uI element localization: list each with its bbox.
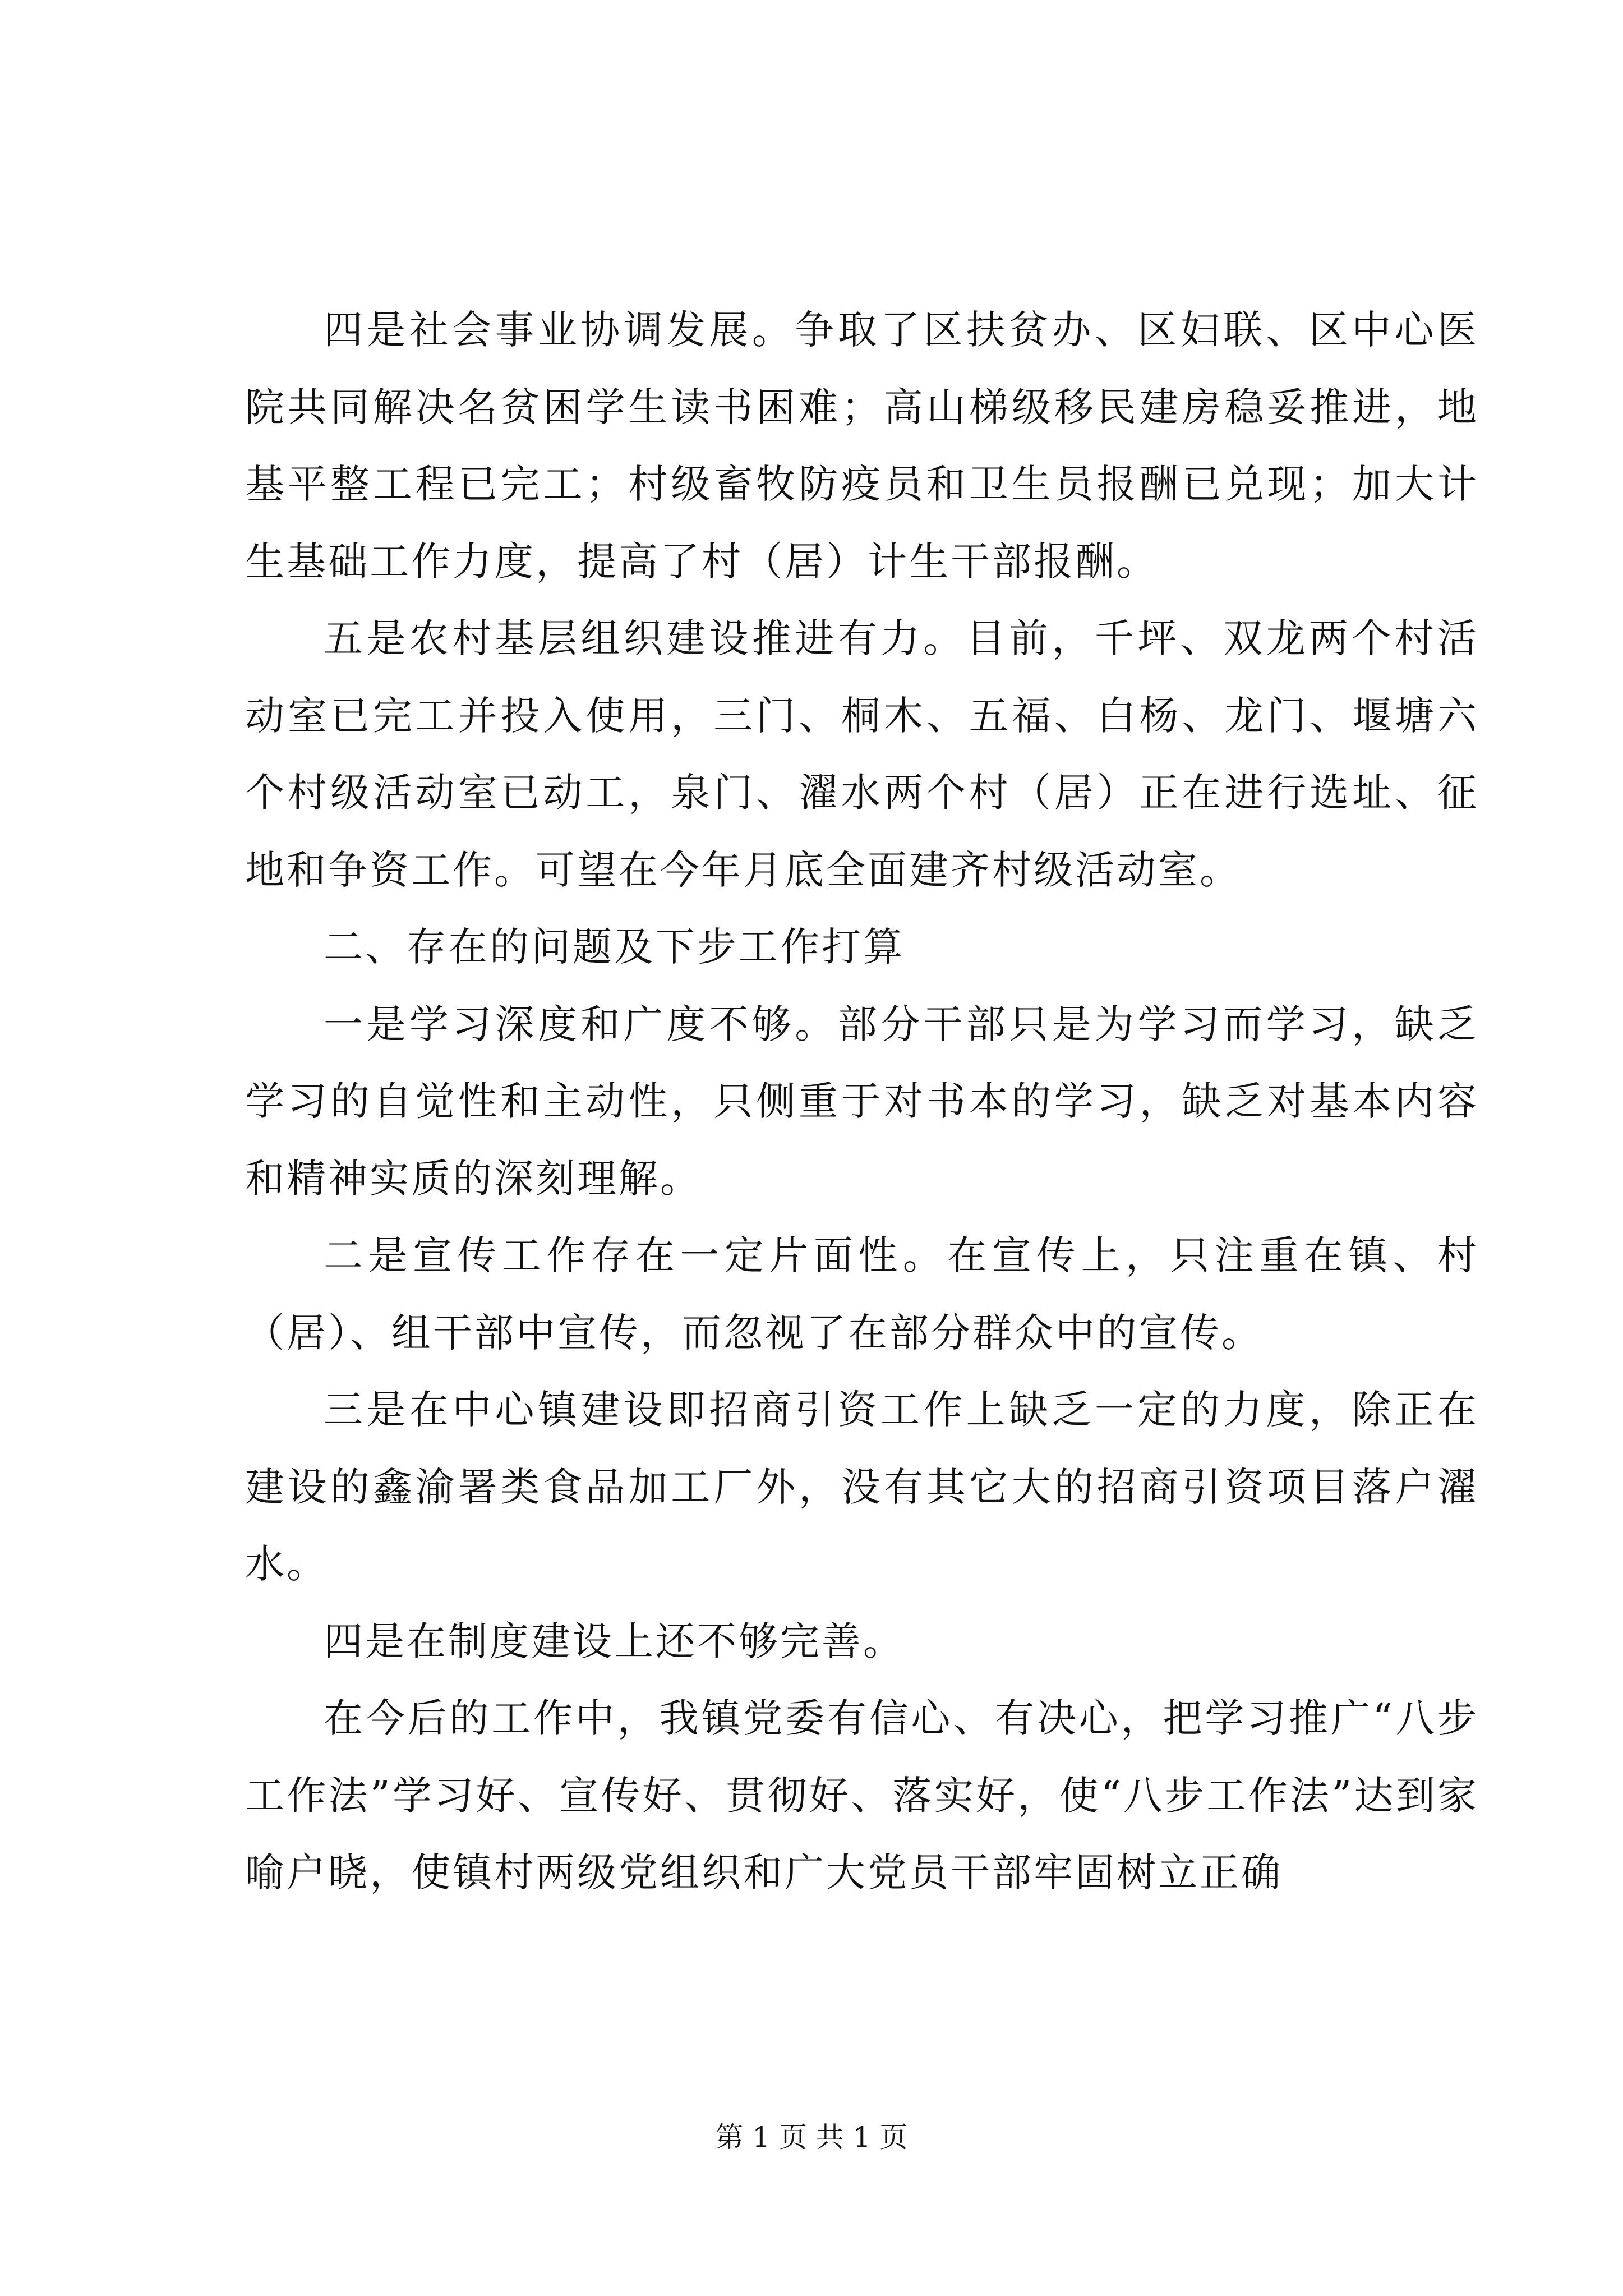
paragraph-system-building: 四是在制度建设上还不够完善。 <box>324 1618 905 1664</box>
paragraph-grassroots-organization: 五是农村基层组织建设推进有力。目前，千坪、双龙两个村活动室已完工并投入使用，三门、桐木、五福、白杨、龙门、堰塘六个村级活动室已动工，泉门、濯水两个村（居）正在进行选址、征地和争资工作。可望在今年月底全面建齐村级活动室。 <box>245 615 1479 893</box>
page-number-footer: 第 1 页 共 1 页 <box>715 2121 908 2154</box>
document-body <box>245 292 1479 1912</box>
section-heading-problems: 二、存在的问题及下步工作打算 <box>324 924 905 970</box>
paragraph-investment: 三是在中心镇建设即招商引资工作上缺乏一定的力度，除正在建设的鑫渝署类食品加工厂外，没有其它大的招商引资项目落户濯水。 <box>245 1387 1479 1587</box>
paragraph-publicity: 二是宣传工作存在一定片面性。在宣传上，只注重在镇、村（居）、组干部中宣传，而忽视了在部分群众中的宣传。 <box>245 1232 1479 1356</box>
paragraph-future-work: 在今后的工作中，我镇党委有信心、有决心，把学习推广“八步工作法”学习好、宣传好、贯彻好、落实好，使“八步工作法”达到家喻户晓，使镇村两级党组织和广大党员干部牢固树立正确 <box>245 1695 1479 1895</box>
paragraph-study-depth: 一是学习深度和广度不够。部分干部只是为学习而学习，缺乏学习的自觉性和主动性，只侧重于对书本的学习，缺乏对基本内容和精神实质的深刻理解。 <box>245 1001 1479 1202</box>
paragraph-social-affairs: 四是社会事业协调发展。争取了区扶贫办、区妇联、区中心医院共同解决名贫困学生读书困难；高山梯级移民建房稳妥推进，地基平整工程已完工；村级畜牧防疫员和卫生员报酬已兑现；加大计生基础工作力度，提高了村（居）计生干部报酬。 <box>245 307 1479 585</box>
